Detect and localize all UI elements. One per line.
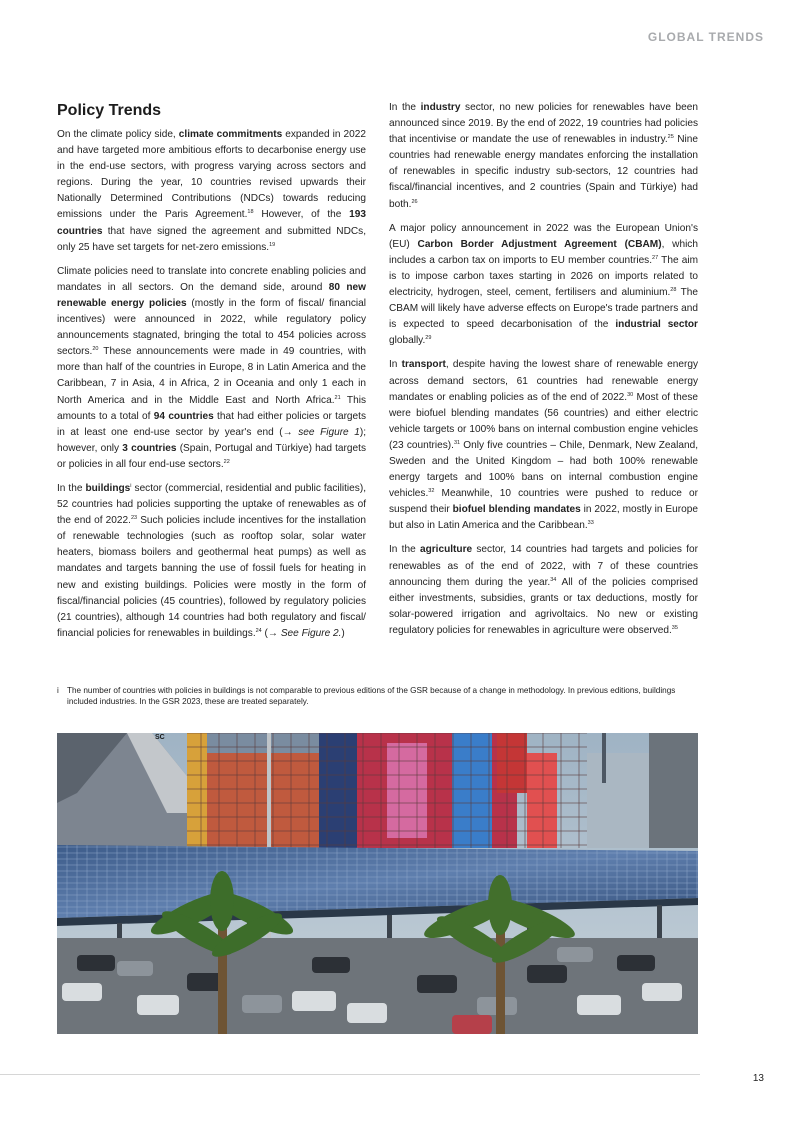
right-column bbox=[389, 100, 698, 647]
paragraph-agriculture: In the agriculture sector, 14 countries had targets and policies for renewables as of the end of 2022, with 7 of these countries announcing them during the year.$^{34}$ All of the policies comprised either investments, subsidies, grants or tax deductions, mostly for solar-powered irrigation and agrivoltaics. No new or existing regulatory policies for renewables in agriculture were observed.$^{35}$ bbox=[389, 544, 698, 636]
paragraph-cbam: A major policy announcement in 2022 was the European Union's (EU) Carbon Border Adjustment Agreement (CBAM), which includes a carbon tax on imports to EU member countries.$^{27}$ The aim is to impose carbon taxes starting in 2026 on imports related to electricity, hydrogen, steel, cement, fertilisers and aluminium.$^{28}$ The CBAM will likely have adverse effects on Europe's trade partners and is expected to speed decarbonisation of the industrial sector globally.$^{29}$ bbox=[389, 222, 699, 347]
section-label: GLOBAL TRENDS bbox=[647, 30, 764, 44]
page-number: 13 bbox=[752, 1073, 764, 1084]
footnote-text: The number of countries with policies in buildings is not comparable to previous editions of the GSR because of a change in methodology. In previous editions, buildings included industries. In the GSR 2023, these are treated separately. bbox=[67, 686, 676, 706]
solar-carport-photo bbox=[57, 733, 698, 1034]
container-label: SC bbox=[155, 734, 165, 741]
section-heading: Policy Trends bbox=[57, 102, 162, 119]
figure-1-reference[interactable]: → see Figure 1 bbox=[282, 426, 360, 438]
footnote bbox=[57, 685, 707, 707]
figure-2-reference[interactable]: → See Figure 2. bbox=[267, 627, 342, 639]
left-column bbox=[57, 100, 366, 650]
paragraph-transport: In transport, despite having the lowest share of renewable energy across demand sectors, 61 countries had renewable energy mandates or enabling policies as of the end of 2022.30 Most of these were biofuel blending mandates (56 countries) and either electric vehicle targets or 100% bans on internal combustion engine vehicles (23 countries).$^{31}$ Only five countries – Chile, Denmark, New Zealand, Sweden and the United Kingdom – had both 100% renewable energy targets and 100% bans on internal combustion engine vehicles.$^{32}$ Meanwhile, 10 countries were pushed to reduce or suspend their biofuel blending mandates in 2022, mostly in Europe but also in Latin America and the Caribbean.$^{33}$ bbox=[389, 359, 699, 532]
footer-rule bbox=[0, 1074, 700, 1075]
footnote-marker: i bbox=[57, 686, 59, 695]
paragraph-climate-policies: Climate policies need to translate into concrete enabling policies and mandates in all sectors. On the demand side, around 80 new renewable energy policies (mostly in the form of fiscal/ financial incentives) were announced in 2022, while regulatory policy announcements stagnated, bringing the total to 454 policies across sectors.$^{20}$ These announcements were made in 49 countries, with more than half of the countries in Europe, 8 in Latin America and the Caribbean, 7 in Asia, 4 in Africa, 2 in Oceania and only 1 each in North America and in the Middle East and North Africa.$^{21}$ This amounts to a total of 94 countries that had either policies or targets in at least one end-use sector by year's end (→ see Figure 1); however, only 3 countries (Spain, Portugal and Türkiye) had targets or policies in all four end-use sectors.$^{22}$ bbox=[57, 265, 367, 470]
paragraph-buildings: In the buildings$^i$ sector (commercial, residential and public facilities), 52 countries had policies supporting the uptake of renewables as of the end of 2022.23 Such policies include incentives for the installation of renewable technologies (such as rooftop solar, solar water heaters, biomass boilers and geothermal heat pumps) as well as mandates and targets banning the use of fossil fuels for heating in new and existing buildings. Policies were mostly in the form of fiscal/financial policies (45 countries), followed by regulatory policies (21 countries), although 14 countries had both regulatory and fiscal/ financial policies for renewables in buildings.$^{24}$ (→ See Figure 2.) bbox=[57, 482, 366, 639]
paragraph-climate-commitments: On the climate policy side, climate commitments expanded in 2022 and have targeted more ambitious efforts to decarbonise energy use in the end-use sectors, with progress varying across sectors and regions. During the year, 10 countries revised upwards their Nationally Determined Contributions (NDCs) towards reducing emissions under the Paris Agreement.$^{18}$ However, of the 193 countries that have signed the agreement and submitted NDCs, only 25 have set targets for net-zero emissions.$^{19}$ bbox=[57, 129, 366, 253]
paragraph-industry: In the industry sector, no new policies for renewables have been announced since 2019. By the end of 2022, 19 countries had policies that incentivise or mandate the use of renewables in industry.$^{25}$ Nine countries had renewable energy mandates enforcing the installation of renewables in specific industry sub-sectors, 12 countries had fiscal/financial incentives, and 2 countries (Spain and Türkiye) had both.$^{26}$ bbox=[389, 102, 698, 210]
